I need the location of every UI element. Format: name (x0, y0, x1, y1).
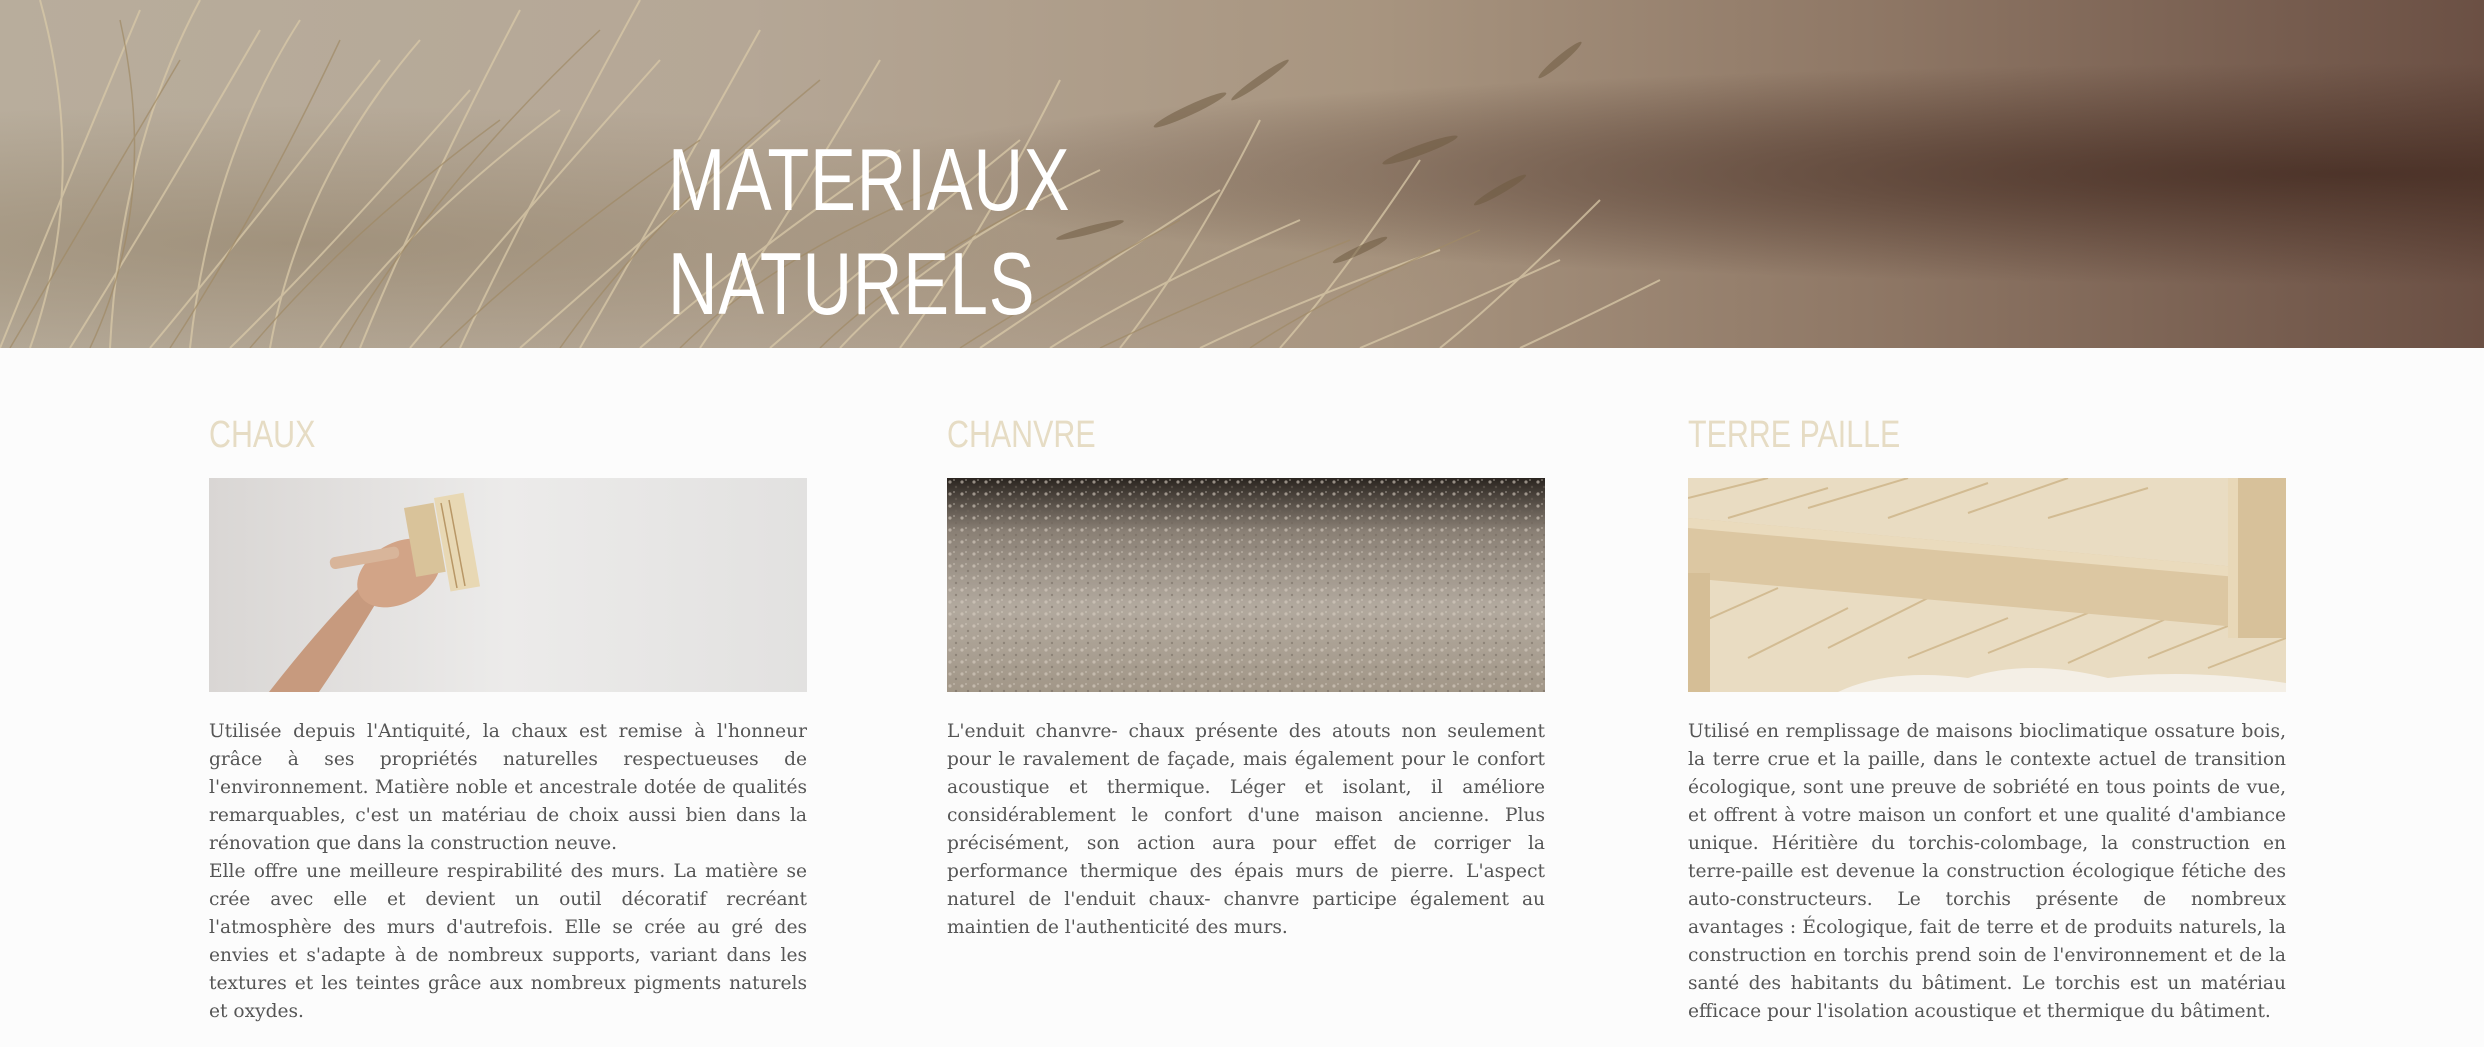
section-paragraph: Utilisé en remplissage de maisons bioclimatique ossature bois, la terre crue et la paille, dans le contexte actuel de transition écologique, sont une preuve de sobriété en tous points de vue, et offrent à votre maison un confort et une qualité d'ambiance unique. Héritière du torchis-colombage, la construction en terre-paille est devenue la construction écologique fétiche des auto-constructeurs. Le torchis présente de nombreux avantages : Écologique, fait de terre et de produits naturels, la construction en torchis prend soin de l'environnement et de la santé des habitants du bâtiment. Le torchis est un matériau efficace pour l'isolation acoustique et thermique du bâtiment. (1688, 721, 2286, 1022)
section-title: CHANVRE (947, 414, 1096, 456)
section-chanvre (947, 408, 1545, 942)
lime-brush-photo (209, 478, 807, 692)
section-paragraph: L'enduit chanvre- chaux présente des atouts non seulement pour le ravalement de façade, mais également pour le confort acoustique et thermique. Léger et isolant, il améliore considérablement le confort d'une maison ancienne. Plus précisément, son action aura pour effet de corriger la performance thermique des épais murs de pierre. L'aspect naturel de l'enduit chaux- chanvre participe également au maintien de l'authenticité des murs. (947, 721, 1545, 938)
hemp-plaster-photo (947, 478, 1545, 692)
page-title-line1: MATERIAUX (668, 130, 1071, 229)
straw-timber-photo (1688, 478, 2286, 692)
dried-grass-image (0, 0, 2484, 348)
hero-banner (0, 0, 2484, 348)
page-title (668, 128, 1070, 336)
section-paragraph: Utilisée depuis l'Antiquité, la chaux est remise à l'honneur grâce à ses propriétés naturelles respectueuses de l'environnement. Matière noble et ancestrale dotée de qualités remarquables, c'est un matériau de choix aussi bien dans la rénovation que dans la construction neuve. (209, 721, 807, 854)
page-title-line2: NATURELS (668, 234, 1036, 333)
section-title: CHAUX (209, 414, 316, 456)
section-chaux (209, 408, 807, 1026)
section-title: TERRE PAILLE (1688, 414, 1901, 456)
section-terre-paille (1688, 408, 2286, 1026)
section-paragraph: Elle offre une meilleure respirabilité des murs. La matière se crée avec elle et devient un outil décoratif recréant l'atmosphère des murs d'autrefois. Elle se crée au gré des envies et s'adapte à de nombreux supports, variant dans les textures et les teintes grâce aux nombreux pigments naturels et oxydes. (209, 861, 807, 1022)
